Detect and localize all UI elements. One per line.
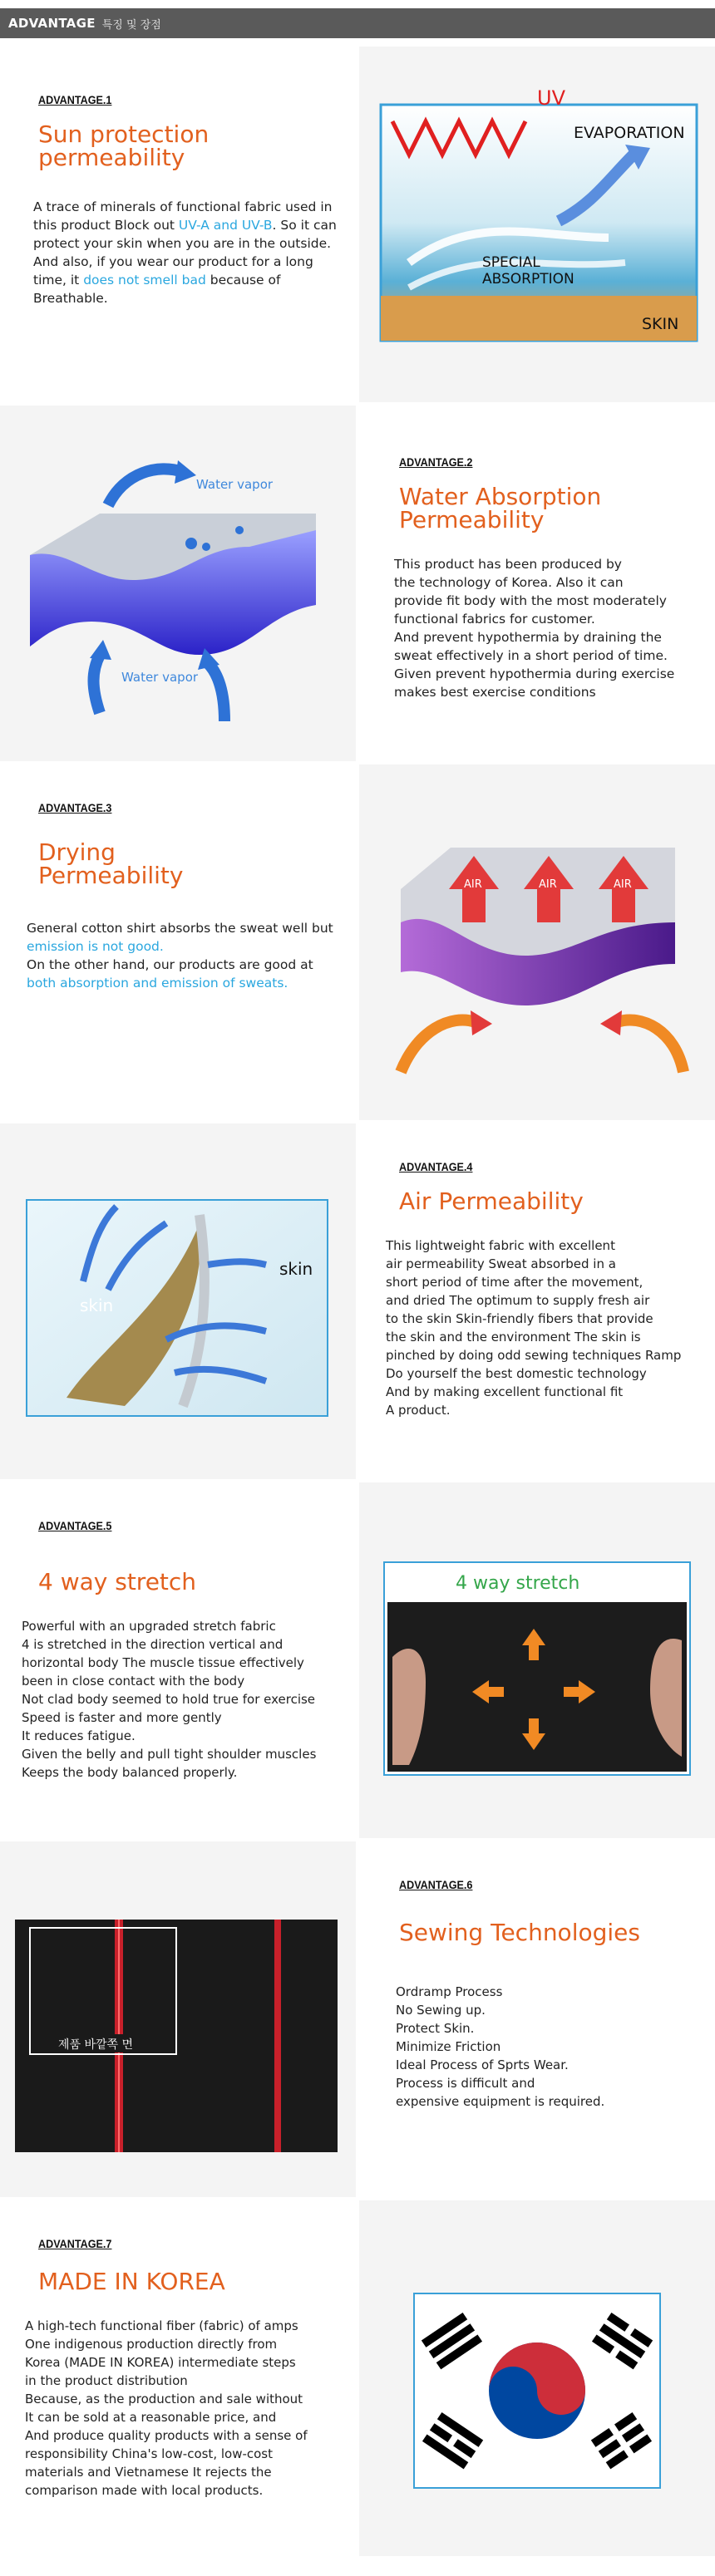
- advantage-1: [0, 47, 715, 402]
- sewing-caption: 제품 바깥쪽 면: [58, 2038, 134, 2052]
- air-label-2: AIR: [539, 878, 557, 891]
- advantage-1-body: [33, 198, 341, 307]
- adv3-p2-highlight: both absorption and emission of sweats.: [27, 976, 288, 991]
- advantage-5-body: Powerful with an upgraded stretch fabric 4 is stretched in the direction vertical and horizontal body The muscle tissue effectively been in close contact with the body Not clad body seemed to hold true for exercise Speed is faster and more gently It reduces fatigue. Given the belly and pull tight shoulder muscles Keeps the body balanced properly.: [22, 1619, 317, 1780]
- advantage-1-title-line2: permeability: [38, 144, 185, 171]
- advantage-5: [0, 1482, 715, 1838]
- advantage-4-image-cell: [0, 1123, 356, 1479]
- advantage-5-text: [0, 1482, 356, 1838]
- advantage-2-title-line2: Permeability: [399, 506, 545, 533]
- advantage-1-text: [0, 47, 356, 402]
- adv1-p2-text: And also, if you wear our product for a long time, it: [33, 254, 313, 288]
- advantage-1-title-line1: Sun protection: [38, 120, 210, 148]
- header-subtitle: 특징 및 장점: [101, 18, 161, 32]
- adv1-p2-text-end: because of Breathable.: [33, 273, 281, 306]
- advantage-1-image-cell: [359, 47, 715, 402]
- advantage-4-label: ADVANTAGE.4: [399, 1160, 473, 1173]
- sun-protection-illustration: [359, 47, 715, 402]
- advantage-7: [0, 2200, 715, 2556]
- advantage-4-title: Air Permeability: [399, 1187, 584, 1215]
- advantage-3-body: [27, 919, 338, 992]
- advantage-2-title-line1: Water Absorption: [399, 483, 602, 510]
- stretch-caption: 4 way stretch: [456, 1573, 580, 1594]
- advantage-4-text: [359, 1123, 715, 1479]
- advantage-7-title: MADE IN KOREA: [38, 2268, 225, 2295]
- stretch-photo: [359, 1482, 715, 1838]
- sewing-photo: [0, 1841, 356, 2197]
- advantage-4: [0, 1123, 715, 1479]
- section-header: [0, 8, 715, 38]
- skin-left-label: skin: [80, 1295, 114, 1315]
- advantage-6-title: Sewing Technologies: [399, 1919, 640, 1946]
- air-label-3: AIR: [614, 878, 632, 891]
- header-title: ADVANTAGE: [8, 16, 96, 31]
- air-permeability-illustration: [0, 1123, 356, 1479]
- adv3-p1-highlight: emission is not good.: [27, 939, 164, 954]
- advantage-6: [0, 1841, 715, 2197]
- adv1-p1-highlight: UV-A and UV-B: [178, 218, 273, 233]
- advantage-6-body: Ordramp Process No Sewing up. Protect Skin. Minimize Friction Ideal Process of Sprts Wear. Process is difficult and expensive equipment is required.: [396, 1984, 605, 2109]
- advantage-3: [0, 764, 715, 1120]
- adv1-p2-highlight: does not smell bad: [83, 273, 206, 288]
- advantage-3-text: [0, 764, 356, 1120]
- advantage-3-title-line1: Drying: [38, 838, 116, 866]
- advantage-7-text: [0, 2200, 356, 2556]
- advantage-3-image-cell: [359, 764, 715, 1120]
- evaporation-label: EVAPORATION: [574, 124, 685, 142]
- skin-label: SKIN: [642, 315, 679, 333]
- water-vapor-top-label: Water vapor: [196, 477, 274, 492]
- korea-flag: [359, 2200, 715, 2556]
- adv1-p1-text-end: . So it can protect your skin when you are in the outside.: [33, 218, 337, 251]
- advantage-5-image-cell: [359, 1482, 715, 1838]
- advantage-2-body: This product has been produced by the technology of Korea. Also it can provide fit body with the most moderately functional fabrics for customer. And prevent hypothermia by draining the sweat effectively in a short period of time. Given prevent hypothermia during exercise makes best exercise conditions: [394, 557, 675, 700]
- advantage-2-label: ADVANTAGE.2: [399, 455, 473, 469]
- water-vapor-bottom-label: Water vapor: [121, 670, 199, 685]
- advantage-7-label: ADVANTAGE.7: [38, 2237, 112, 2250]
- skin-right-label: skin: [279, 1259, 313, 1279]
- adv1-p1-text: A trace of minerals of functional fabric used in this product Block out: [33, 199, 333, 233]
- absorption-label: ABSORPTION: [482, 271, 574, 288]
- advantage-1-label: ADVANTAGE.1: [38, 93, 112, 106]
- special-label: SPECIAL: [482, 254, 540, 271]
- drying-illustration: [359, 764, 715, 1120]
- advantage-3-label: ADVANTAGE.3: [38, 801, 112, 814]
- adv3-p2-text: On the other hand, our products are good at: [27, 957, 313, 972]
- water-absorption-illustration: [0, 406, 356, 761]
- advantage-5-label: ADVANTAGE.5: [38, 1519, 112, 1532]
- advantage-6-text: [359, 1841, 715, 2197]
- air-label-1: AIR: [464, 878, 482, 891]
- advantage-6-label: ADVANTAGE.6: [399, 1878, 473, 1891]
- advantage-7-image-cell: [359, 2200, 715, 2556]
- advantage-5-title: 4 way stretch: [38, 1568, 197, 1595]
- advantage-7-body: A high-tech functional fiber (fabric) of amps One indigenous production directly from Korea (MADE IN KOREA) intermediate steps in the product distribution Because, as the production and sale without It can be sold at a reasonable price, and And produce quality products with a sense of responsibility China's low-cost, low-cost materials and Vietnamese It rejects the comparison made with local products.: [25, 2318, 308, 2498]
- advantage-2: [0, 406, 715, 761]
- advantage-2-image-cell: [0, 406, 356, 761]
- advantage-4-body: This lightweight fabric with excellent air permeability Sweat absorbed in a short period of time after the movement, and dried The optimum to supply fresh air to the skin Skin-friendly fibers that provide the skin and the environment The skin is pinched by doing odd sewing techniques Ramp Do yourself the best domestic technology And by making excellent functional fit A product.: [386, 1238, 682, 1418]
- advantage-6-image-cell: [0, 1841, 356, 2197]
- uv-label: UV: [537, 86, 565, 110]
- adv3-p1-text: General cotton shirt absorbs the sweat well but: [27, 921, 333, 936]
- advantage-3-title-line2: Permeability: [38, 862, 184, 889]
- advantage-2-text: [359, 406, 715, 761]
